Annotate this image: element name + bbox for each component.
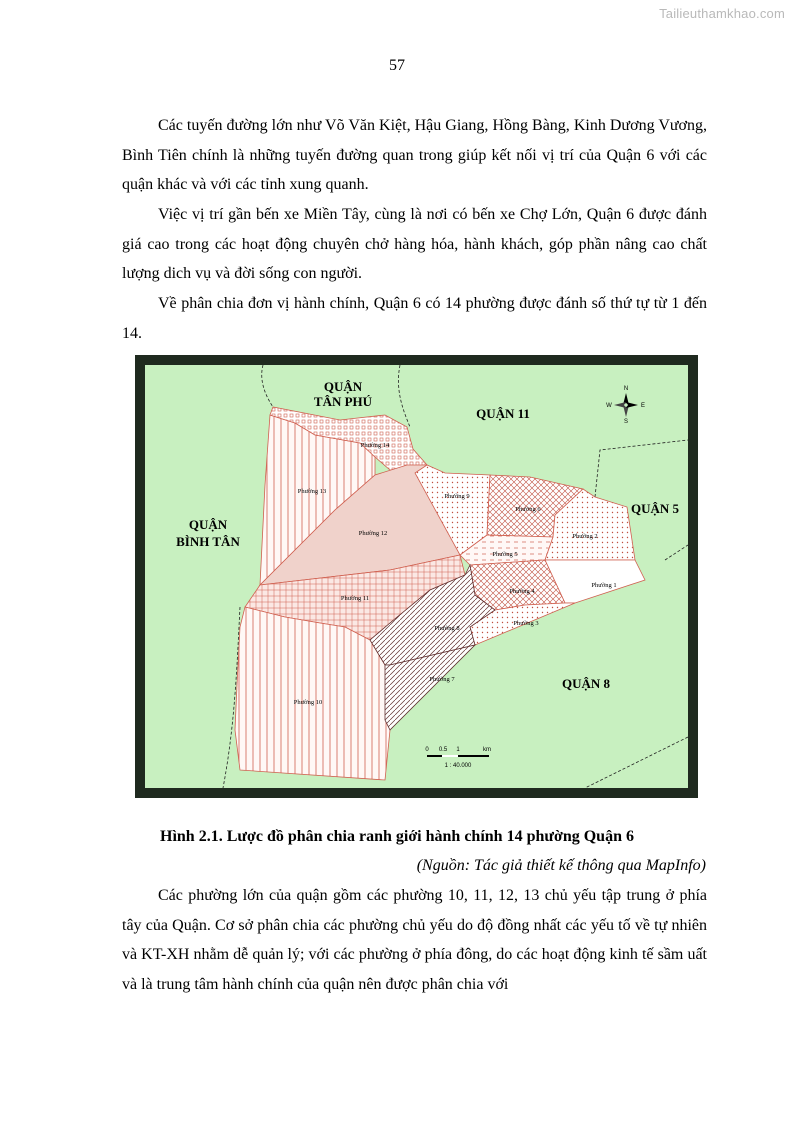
neighbor-label-q11: QUẬN 11 xyxy=(476,406,530,421)
neighbor-label-tan-phu-1: QUẬN xyxy=(323,379,363,394)
ward-label-1: Phường 1 xyxy=(591,582,617,589)
scale-tick-0: 0 xyxy=(425,747,429,753)
ward-label-14: Phường 14 xyxy=(360,442,390,449)
ward-label-2: Phường 2 xyxy=(572,533,598,540)
neighbor-label-binh-tan-1: QUẬN xyxy=(188,517,228,532)
ward-label-5: Phường 5 xyxy=(492,551,518,558)
compass-north: N xyxy=(623,386,629,392)
page-number: 57 xyxy=(389,57,405,74)
neighbor-label-q8: QUẬN 8 xyxy=(561,676,611,691)
ward-label-12: Phường 12 xyxy=(358,530,388,537)
figure-caption: Hình 2.1. Lược đồ phân chia ranh giới hành chính 14 phường Quận 6 xyxy=(160,828,634,845)
district-6-ward-map xyxy=(145,365,688,788)
ward-label-10: Phường 10 xyxy=(293,699,323,706)
compass-south: S xyxy=(623,419,629,425)
ward-label-7: Phường 7 xyxy=(429,676,455,683)
scale-tick-half: 0.5 xyxy=(438,747,448,753)
ward-label-3: Phường 3 xyxy=(513,620,539,627)
ward-map-figure xyxy=(135,355,698,798)
neighbor-label-binh-tan-2: BÌNH TÂN xyxy=(176,534,240,549)
paragraph-bus-station: Việc vị trí gần bến xe Miền Tây, cùng là nơi có bến xe Chợ Lớn, Quận 6 được đánh giá cao trong các hoạt động chuyên chở hàng hóa, hành khách, góp phần nâng cao chất lượng dich vụ và đời sống con người. xyxy=(122,206,707,283)
compass-east: E xyxy=(640,403,646,409)
ward-label-6: Phường 6 xyxy=(515,506,541,513)
paragraph-large-wards: Các phường lớn của quận gồm các phường 10, 11, 12, 13 chủ yếu tập trung ở phía tây của Quận. Cơ sở phân chia các phường chủ yếu do độ đồng nhất các yếu tố về tự nhiên và KT-XH nhằm dễ quản lý; với các phường ở phía đông, do các hoạt động kinh tế sầm uất và là trung tâm hành chính của quận nên được phân chia với xyxy=(122,887,707,993)
scale-unit: km xyxy=(483,747,491,753)
ward-label-9: Phường 9 xyxy=(444,493,470,500)
scale-tick-1: 1 xyxy=(456,747,460,753)
neighbor-label-q5: QUẬN 5 xyxy=(630,501,680,516)
neighbor-label-tan-phu-2: TÂN PHÚ xyxy=(313,394,373,409)
watermark: Tailieuthamkhao.com xyxy=(659,6,785,21)
scale-ratio: 1 : 40.000 xyxy=(444,763,472,769)
ward-label-13: Phường 13 xyxy=(297,488,327,495)
paragraph-administrative: Về phân chia đơn vị hành chính, Quận 6 có 14 phường được đánh số thứ tự từ 1 đến 14. xyxy=(122,295,707,342)
ward-label-8: Phường 8 xyxy=(434,625,460,632)
compass-west: W xyxy=(606,403,612,409)
ward-label-4: Phường 4 xyxy=(509,588,535,595)
ward-label-11: Phường 11 xyxy=(340,595,370,602)
figure-source: (Nguồn: Tác giả thiết kế thông qua MapInfo) xyxy=(416,857,706,874)
paragraph-roads: Các tuyến đường lớn như Võ Văn Kiệt, Hậu Giang, Hồng Bàng, Kinh Dương Vương, Bình Tiên chính là những tuyến đường quan trong giúp kết nối vị trí của Quận 6 với các quận khác và với các tỉnh xung quanh. xyxy=(122,117,707,194)
